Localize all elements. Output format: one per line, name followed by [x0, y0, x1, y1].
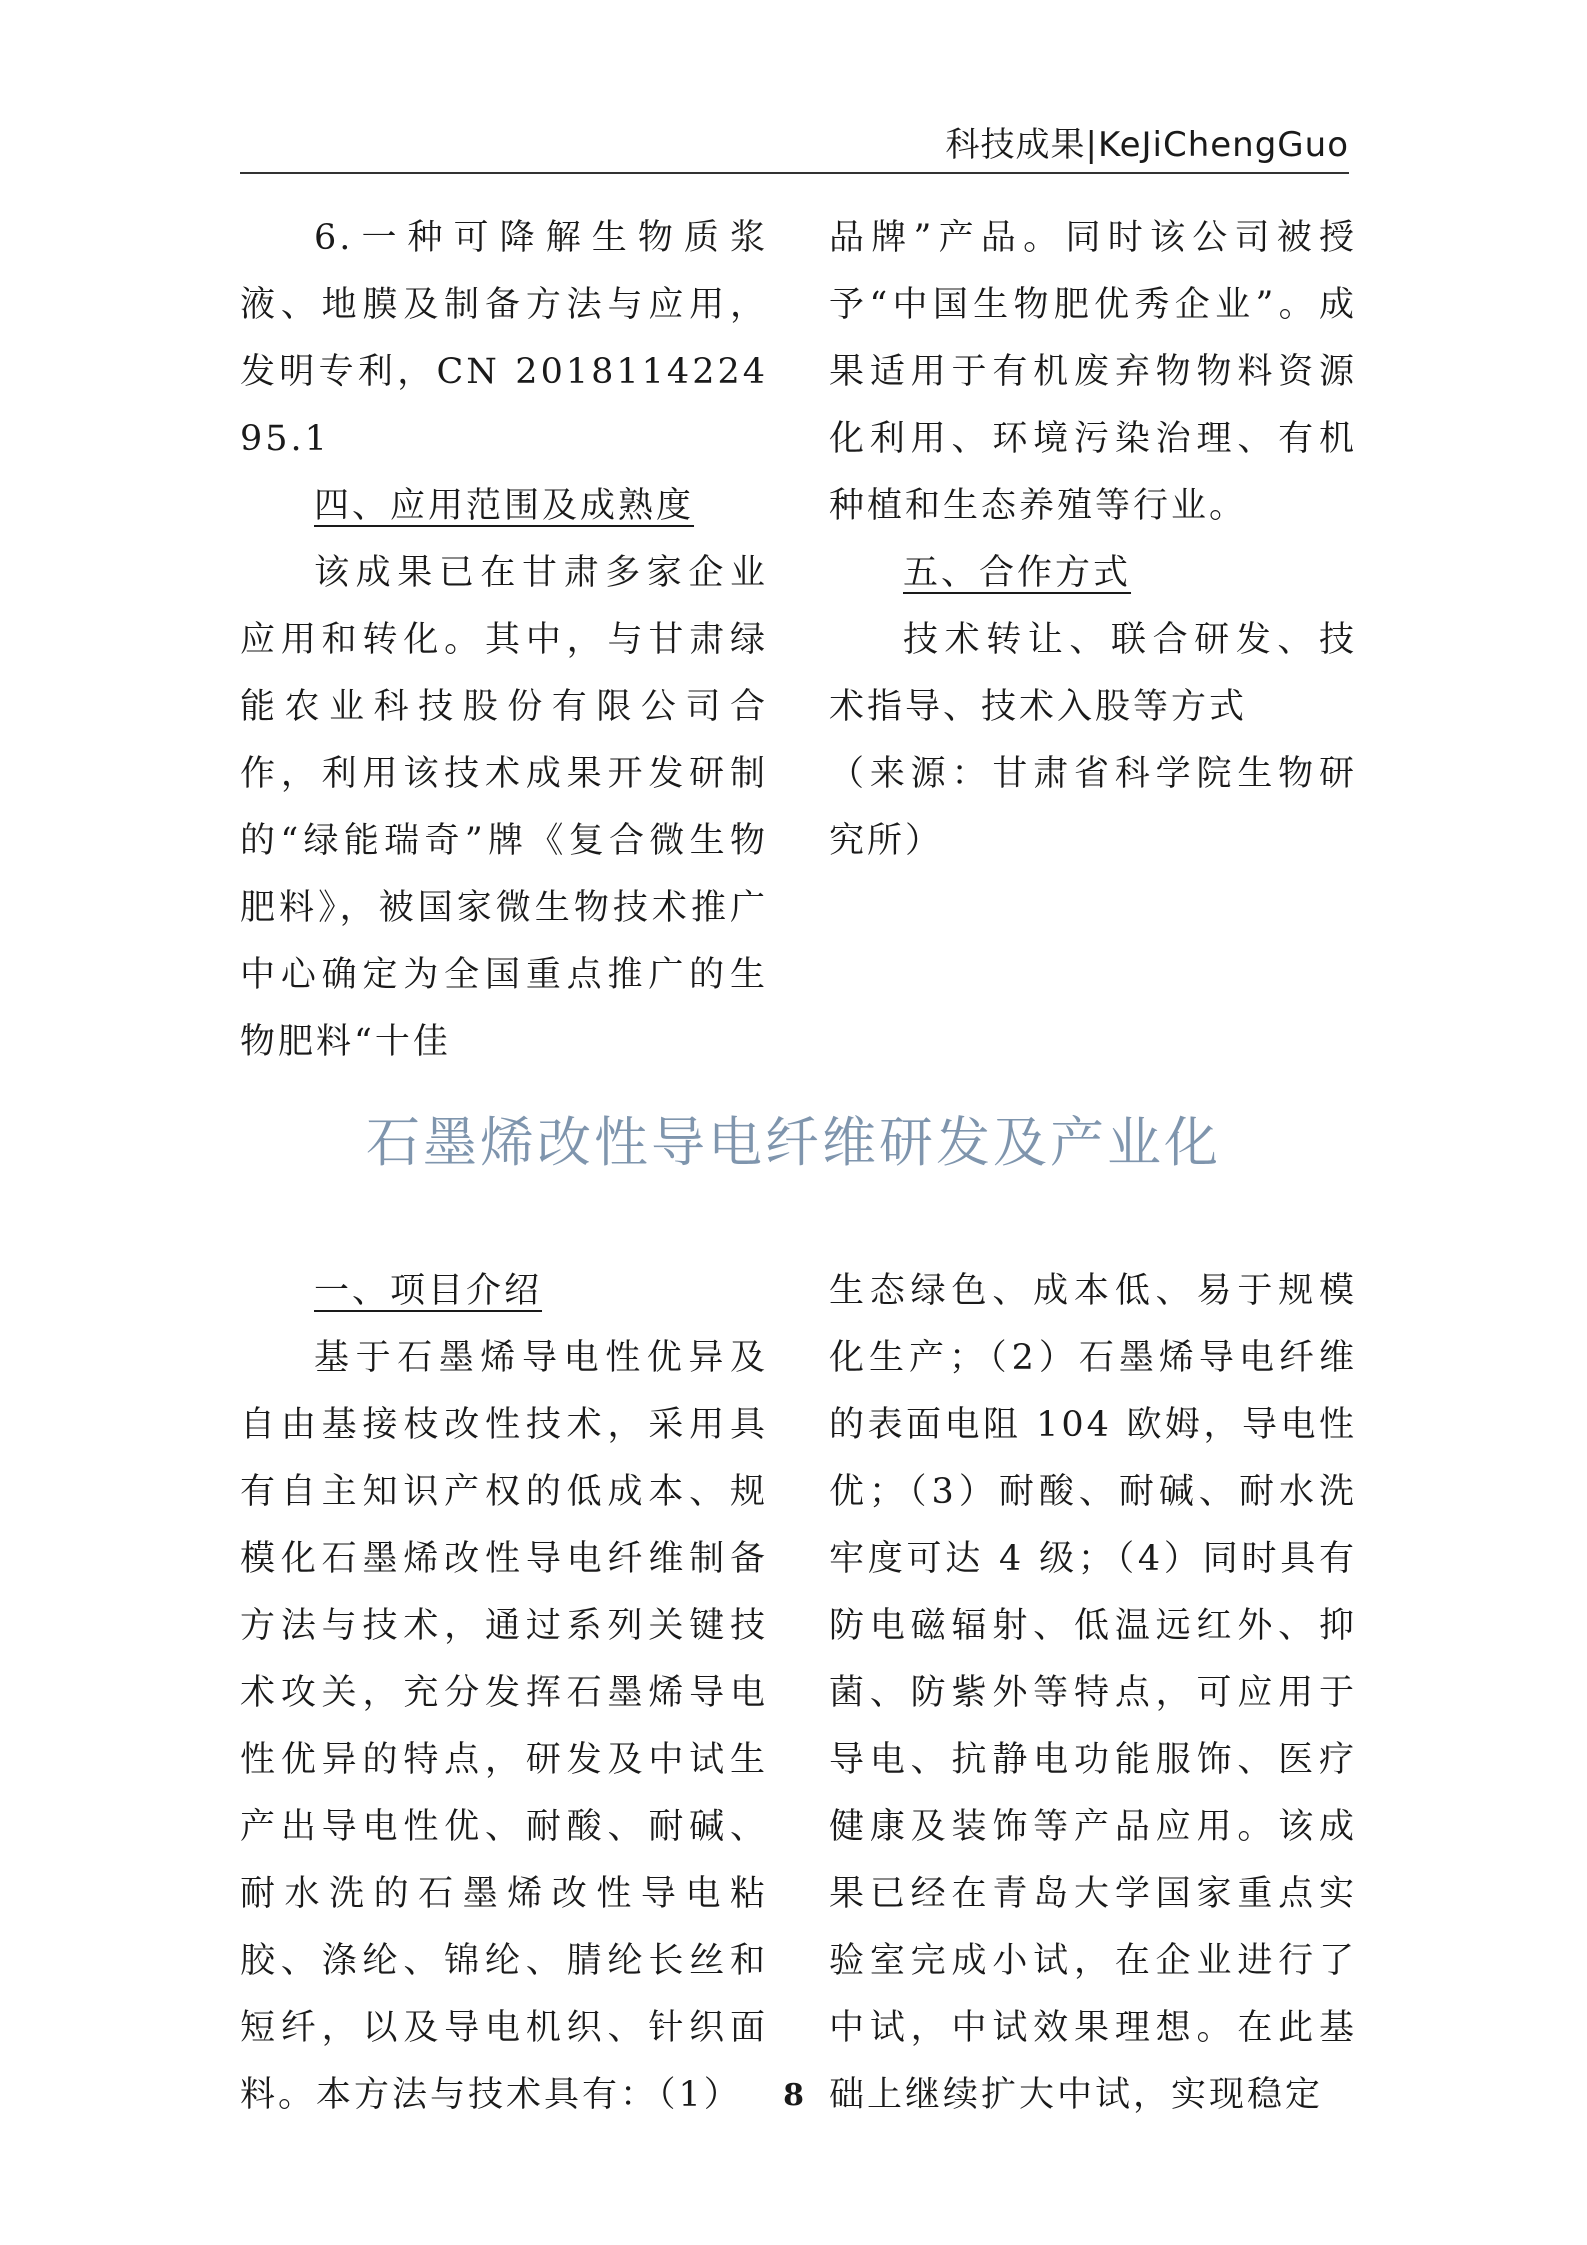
- section-heading-cooperation: 五、合作方式: [903, 553, 1132, 593]
- project-intro-paragraph: 基于石墨烯导电性优异及自由基接枝改性技术，采用具有自主知识产权的低成本、规模化石墨烯改性导电纤维制备方法与技术，通过系列关键技术攻关，充分发挥石墨烯导电性优异的特点，研发及中试生产出导电性优、耐酸、耐碱、耐水洗的石墨烯改性导电粘胶、涤纶、锦纶、腈纶长丝和短纤，以及导电机织、针织面料。本方法与技术具有：（1）: [240, 1338, 768, 2115]
- project-intro-paragraph-continued: 生态绿色、成本低、易于规模化生产；（2）石墨烯导电纤维的表面电阻 104 欧姆，导电性优；（3）耐酸、耐碱、耐水洗牢度可达 4 级；（4）同时具有防电磁辐射、低温远红外、抑菌、防紫外等特点，可应用于导电、抗静电功能服饰、医疗健康及装饰等产品应用。该成果已经在青岛大学国家重点实验室完成小试，在企业进行了中试，中试效果理想。在此基础上继续扩大中试，实现稳定: [829, 1271, 1357, 2115]
- section-heading-project-intro: 一、项目介绍: [314, 1271, 543, 1311]
- article2-right-column: [829, 1258, 1357, 2129]
- application-paragraph: 该成果已在甘肃多家企业应用和转化。其中，与甘肃绿能农业科技股份有限公司合作，利用该技术成果开发研制的“绿能瑞奇”牌《复合微生物肥料》，被国家微生物技术推广中心确定为全国重点推广的生物肥料“十佳: [240, 553, 768, 1062]
- source-note: （来源：甘肃省科学院生物研究所）: [829, 754, 1357, 861]
- patent-item-6: 6.一种可降解生物质浆液、地膜及制备方法与应用，发明专利，CN 201811422495.1: [240, 218, 768, 459]
- article1-right-column: [829, 205, 1357, 875]
- article2-left-column: [240, 1258, 768, 2129]
- running-header: [240, 118, 1349, 174]
- header-text: 科技成果|KeJiChengGuo: [945, 125, 1349, 165]
- cooperation-paragraph: 技术转让、联合研发、技术指导、技术入股等方式: [829, 620, 1357, 727]
- application-paragraph-continued: 品牌”产品。同时该公司被授予“中国生物肥优秀企业”。成果适用于有机废弃物物料资源化利用、环境污染治理、有机种植和生态养殖等行业。: [829, 218, 1357, 526]
- article-title: 石墨烯改性导电纤维研发及产业化: [366, 1111, 1221, 1174]
- article1-left-column: [240, 205, 768, 1076]
- section-heading-application: 四、应用范围及成熟度: [314, 486, 695, 526]
- page-number: 8: [783, 2078, 804, 2113]
